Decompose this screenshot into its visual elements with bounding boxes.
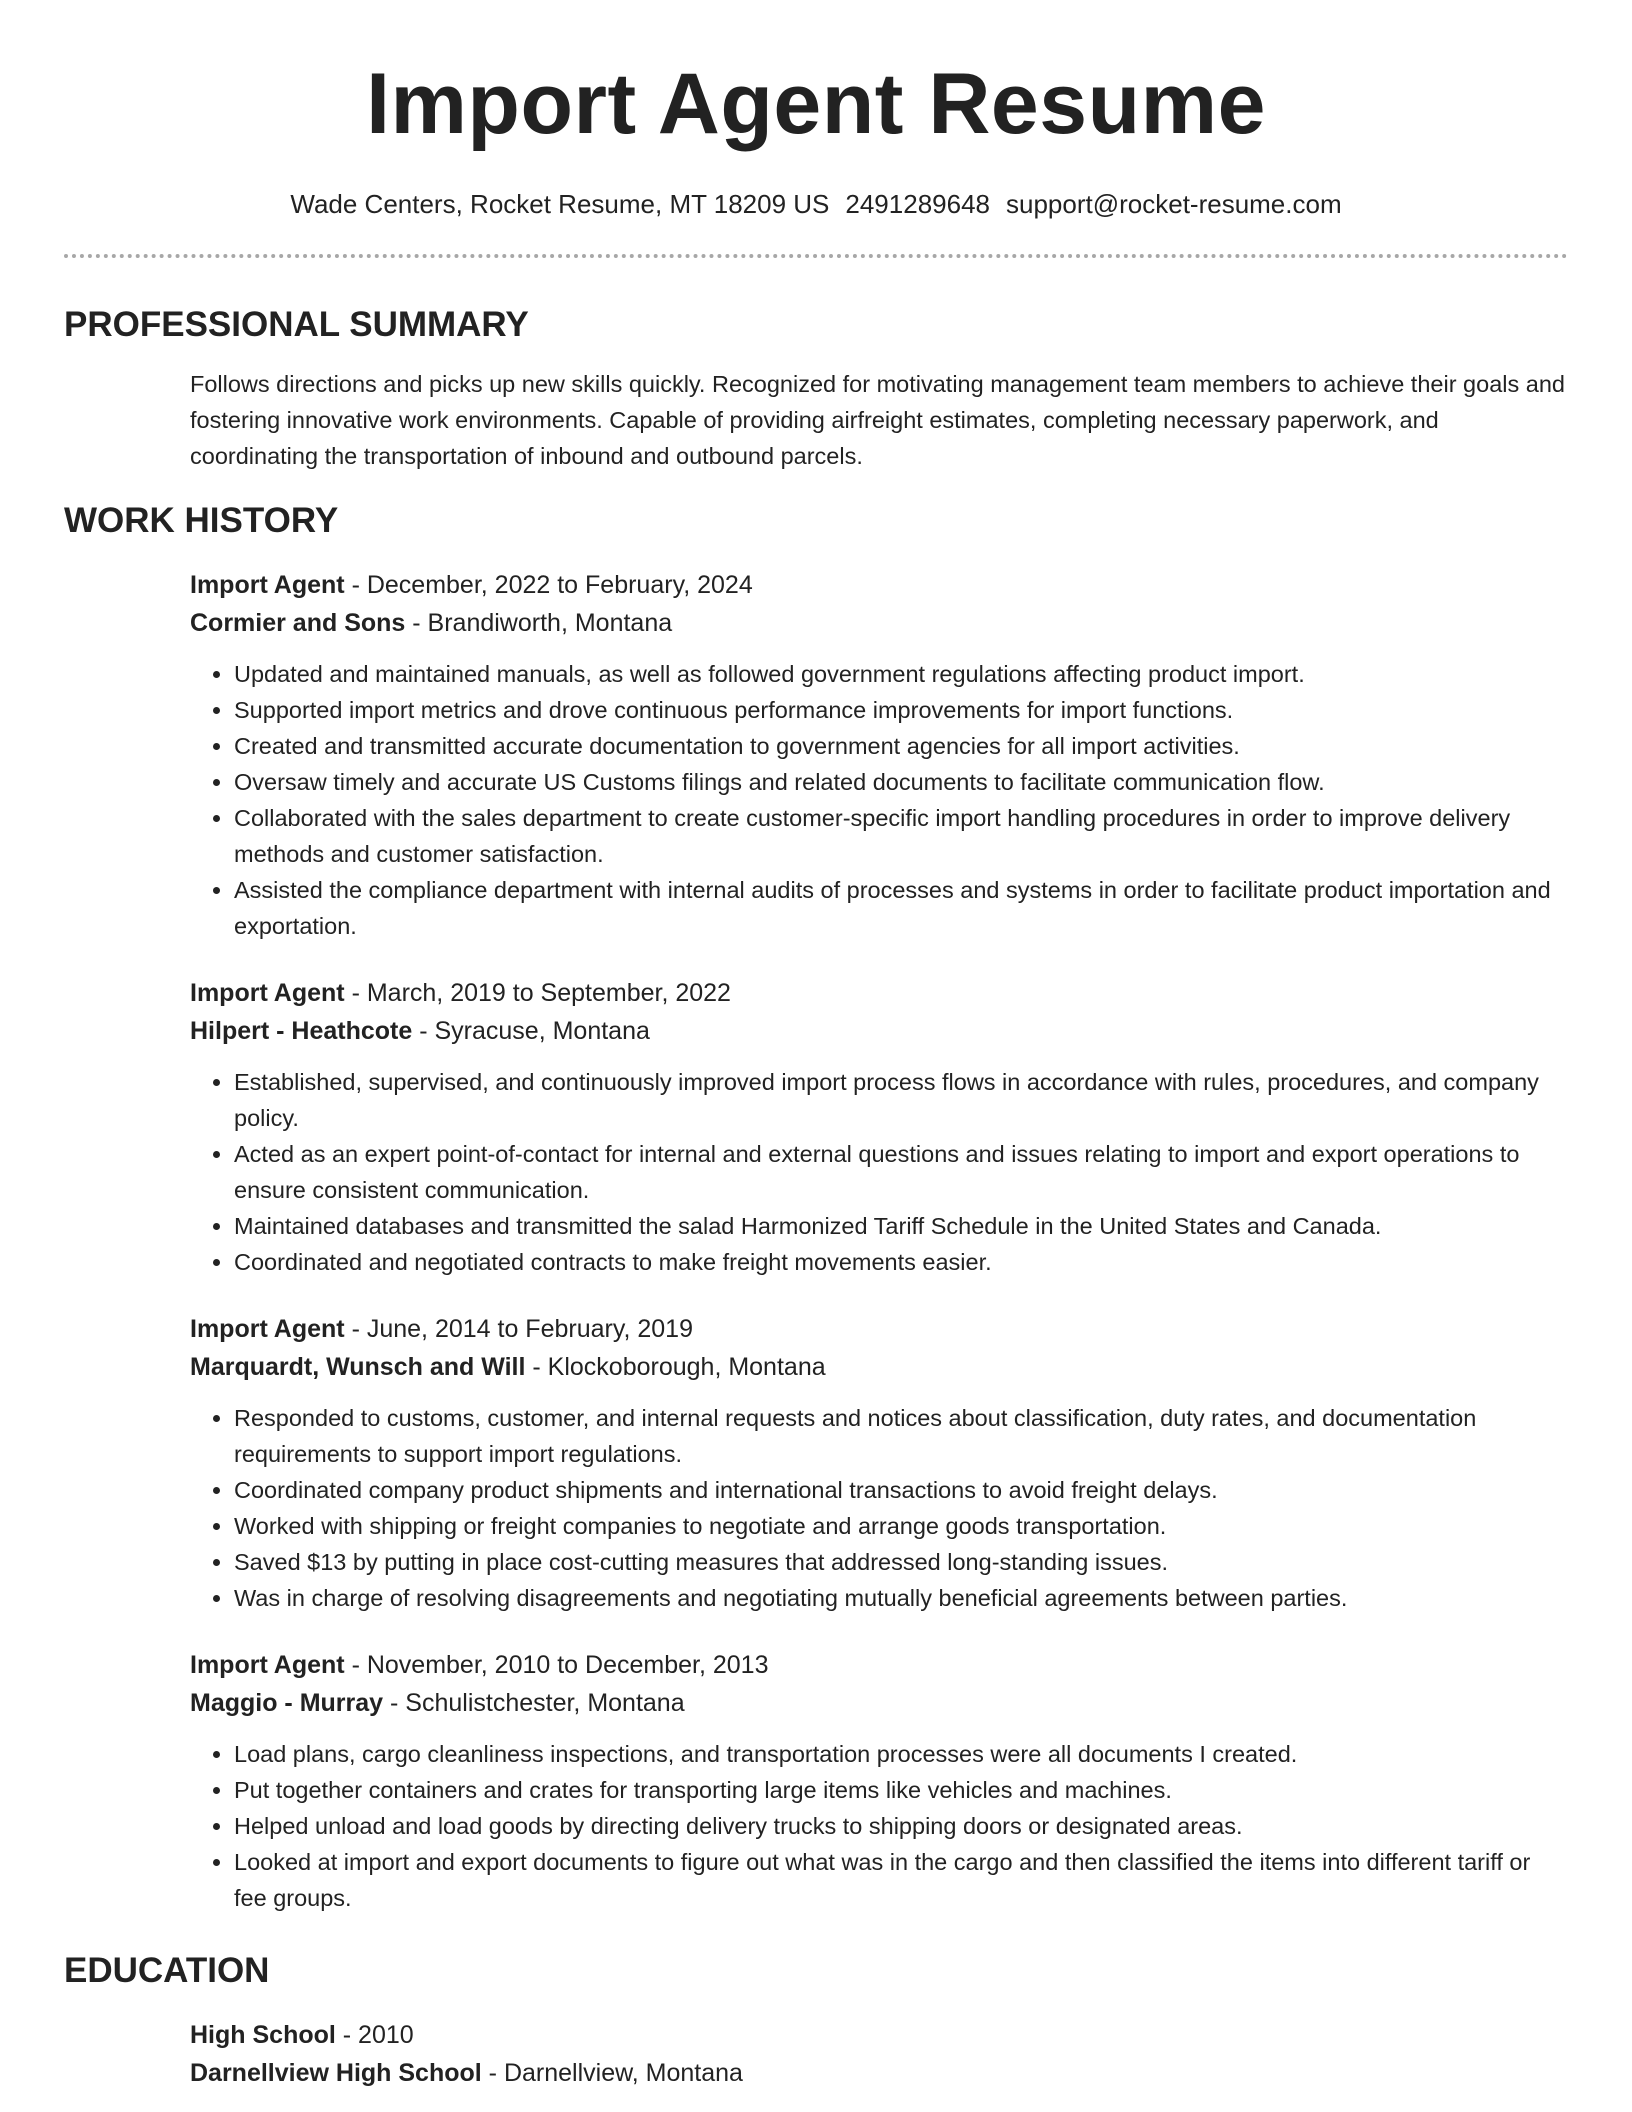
job-title-line xyxy=(190,1646,1568,1684)
job-duty: • Helped unload and load goods by directing delivery trucks to shipping doors or designated areas. xyxy=(234,1808,1568,1844)
job-duty: • Created and transmitted accurate documentation to government agencies for all import activities. xyxy=(234,728,1568,764)
job-company-line xyxy=(190,604,1568,642)
job-company-line xyxy=(190,1684,1568,1722)
work-history-heading: WORK HISTORY xyxy=(64,501,339,540)
job-duty: • Assisted the compliance department with internal audits of processes and systems in order to facilitate product importation and exportation. xyxy=(234,872,1568,944)
summary-text: Follows directions and picks up new skills quickly. Recognized for motivating management team members to achieve their goals and fostering innovative work environments. Capable of providing airfreight estimates, completing necessary paperwork, and coordinating the transportation of inbound and outbound parcels. xyxy=(190,371,1565,469)
job-dates: - November, 2010 to December, 2013 xyxy=(344,1651,769,1679)
job-duties-list xyxy=(190,656,1568,944)
job-entry xyxy=(190,1310,1568,1616)
job-duty: • Supported import metrics and drove continuous performance improvements for import functions. xyxy=(234,692,1568,728)
education-year: - 2010 xyxy=(335,2021,414,2049)
job-duties-list xyxy=(190,1736,1568,1916)
job-company: Cormier and Sons xyxy=(190,609,406,637)
job-duty: • Collaborated with the sales department to create customer-specific import handling procedures in order to improve delivery methods and customer satisfaction. xyxy=(234,800,1568,872)
job-duties-list xyxy=(190,1400,1568,1616)
job-dates: - December, 2022 to February, 2024 xyxy=(344,571,753,599)
job-duty: • Acted as an expert point-of-contact for internal and external questions and issues relating to import and export operations to ensure consistent communication. xyxy=(234,1136,1568,1208)
job-duty: • Put together containers and crates for transporting large items like vehicles and machines. xyxy=(234,1772,1568,1808)
job-location: - Klockoborough, Montana xyxy=(525,1353,826,1381)
job-entry xyxy=(190,566,1568,944)
job-company: Hilpert - Heathcote xyxy=(190,1017,413,1045)
job-duty: • Load plans, cargo cleanliness inspections, and transportation processes were all documents I created. xyxy=(234,1736,1568,1772)
summary-heading: PROFESSIONAL SUMMARY xyxy=(64,305,529,344)
job-duty: • Responded to customs, customer, and internal requests and notices about classification, duty rates, and documentation requirements to support import regulations. xyxy=(234,1400,1568,1472)
job-duty: • Coordinated and negotiated contracts to make freight movements easier. xyxy=(234,1244,1568,1280)
education-location: - Darnellview, Montana xyxy=(481,2059,743,2087)
job-duty: • Maintained databases and transmitted the salad Harmonized Tariff Schedule in the United States and Canada. xyxy=(234,1208,1568,1244)
job-duty: • Updated and maintained manuals, as well as followed government regulations affecting product import. xyxy=(234,656,1568,692)
job-title: Import Agent xyxy=(190,1315,345,1343)
job-title-line xyxy=(190,974,1568,1012)
job-title-line xyxy=(190,566,1568,604)
header-divider xyxy=(64,254,1568,258)
job-duty: • Saved $13 by putting in place cost-cutting measures that addressed long-standing issues. xyxy=(234,1544,1568,1580)
education-degree-line xyxy=(190,2016,1568,2054)
contact-address: Wade Centers, Rocket Resume, MT 18209 US xyxy=(290,189,830,219)
job-location: - Schulistchester, Montana xyxy=(383,1689,685,1717)
education-degree: High School xyxy=(190,2021,336,2049)
job-duty: • Coordinated company product shipments and international transactions to avoid freight delays. xyxy=(234,1472,1568,1508)
education-school: Darnellview High School xyxy=(190,2059,482,2087)
contact-email[interactable]: support@rocket-resume.com xyxy=(1006,189,1342,219)
contact-info xyxy=(64,188,1568,220)
education-school-line xyxy=(190,2054,1568,2092)
job-dates: - March, 2019 to September, 2022 xyxy=(344,979,731,1007)
contact-phone: 2491289648 xyxy=(845,189,990,219)
job-dates: - June, 2014 to February, 2019 xyxy=(344,1315,693,1343)
job-duty: • Looked at import and export documents to figure out what was in the cargo and then classified the items into different tariff or fee groups. xyxy=(234,1844,1568,1916)
job-title-line xyxy=(190,1310,1568,1348)
job-company-line xyxy=(190,1012,1568,1050)
job-company: Maggio - Murray xyxy=(190,1689,384,1717)
job-entry xyxy=(190,1646,1568,1916)
job-duty: • Oversaw timely and accurate US Customs filings and related documents to facilitate communication flow. xyxy=(234,764,1568,800)
education-entry xyxy=(190,2016,1568,2092)
job-duty: • Was in charge of resolving disagreements and negotiating mutually beneficial agreements between parties. xyxy=(234,1580,1568,1616)
job-title: Import Agent xyxy=(190,979,345,1007)
job-duty: • Established, supervised, and continuously improved import process flows in accordance with rules, procedures, and company policy. xyxy=(234,1064,1568,1136)
job-entry xyxy=(190,974,1568,1280)
education-heading: EDUCATION xyxy=(64,1951,270,1990)
job-company: Marquardt, Wunsch and Will xyxy=(190,1353,526,1381)
job-title: Import Agent xyxy=(190,1651,345,1679)
resume-title: Import Agent Resume xyxy=(366,56,1266,152)
job-duties-list xyxy=(190,1064,1568,1280)
job-duty: • Worked with shipping or freight companies to negotiate and arrange goods transportation. xyxy=(234,1508,1568,1544)
job-title: Import Agent xyxy=(190,571,345,599)
job-company-line xyxy=(190,1348,1568,1386)
job-location: - Syracuse, Montana xyxy=(412,1017,650,1045)
job-location: - Brandiworth, Montana xyxy=(405,609,673,637)
